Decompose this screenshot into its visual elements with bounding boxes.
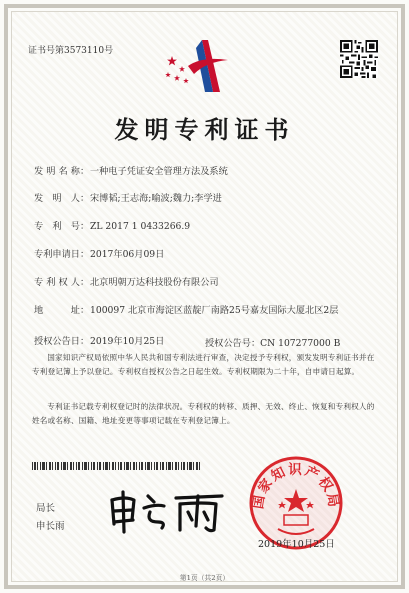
certificate-title: 发明专利证书 bbox=[114, 115, 295, 144]
field-value: 2019年10月25日 bbox=[90, 336, 165, 347]
field-value: ZL 2017 1 0433266.9 bbox=[90, 221, 191, 232]
field-value: 宋博韬;王志海;喻波;魏力;李学进 bbox=[90, 193, 222, 204]
field-label: 发明人 bbox=[34, 193, 80, 204]
page-number: 第1页（共2页） bbox=[179, 574, 230, 582]
field-patent-number: 专利号： ZL 2017 1 0433266.9 bbox=[34, 221, 191, 232]
certificate-number: 证书号第3573110号 bbox=[28, 46, 114, 56]
body-paragraph: 国家知识产权局依照中华人民共和国专利法进行审查，决定授予专利权，颁发发明专利证书并在专利登记簿上予以登记。专利权自授权公告之日起生效。专利权期限为二十年，自申请日起算。 bbox=[32, 353, 375, 376]
field-inventors: 发明人： 宋博韬;王志海;喻波;魏力;李学进 bbox=[34, 193, 222, 204]
field-value: 一种电子凭证安全管理方法及系统 bbox=[90, 166, 228, 177]
field-label: 发明名称 bbox=[34, 166, 80, 177]
barcode-icon bbox=[32, 462, 202, 470]
field-patentee: 专利权人： 北京明朝万达科技股份有限公司 bbox=[34, 277, 219, 288]
announcement-label: 授权公告号 bbox=[205, 338, 251, 349]
field-label: 专利申请日 bbox=[34, 249, 80, 260]
field-label: 授权公告日 bbox=[34, 336, 80, 347]
field-value: 北京明朝万达科技股份有限公司 bbox=[90, 277, 219, 288]
field-address: 地址： 100097 北京市海淀区蓝靛厂南路25号嘉友国际大厦北区2层 bbox=[34, 304, 90, 317]
director-name: 申长雨 bbox=[36, 521, 65, 532]
field-label: 专利号 bbox=[34, 221, 80, 232]
qr-code-icon bbox=[340, 40, 378, 78]
field-grant-date: 授权公告日： 2019年10月25日 bbox=[34, 336, 165, 347]
cnipa-logo-icon bbox=[158, 36, 244, 96]
body-paragraph: 专利证书记载专利权登记时的法律状况。专利权的转移、质押、无效、终止、恢复和专利权人的姓名或名称、国籍、地址变更等事项记载在专利登记簿上。 bbox=[32, 402, 375, 425]
seal-date: 2019年10月25日 bbox=[258, 539, 335, 550]
field-label: 专利权人 bbox=[34, 277, 80, 288]
announcement-value: CN 107277000 B bbox=[260, 338, 341, 349]
field-value: 2017年06月09日 bbox=[90, 249, 165, 260]
handwritten-signature-icon bbox=[104, 490, 230, 534]
field-invention-name: 发明名称： 一种电子凭证安全管理方法及系统 bbox=[34, 166, 228, 177]
announcement-number: 授权公告号：CN 107277000 B bbox=[205, 338, 341, 349]
field-application-date: 专利申请日： 2017年06月09日 bbox=[34, 249, 165, 260]
director-title: 局长 bbox=[36, 503, 56, 514]
field-label: 地址 bbox=[34, 305, 80, 316]
field-value: 100097 北京市海淀区蓝靛厂南路25号嘉友国际大厦北区2层 bbox=[90, 305, 339, 316]
svg-text:国家知识产权局: 国家知识产权局 bbox=[250, 462, 342, 510]
